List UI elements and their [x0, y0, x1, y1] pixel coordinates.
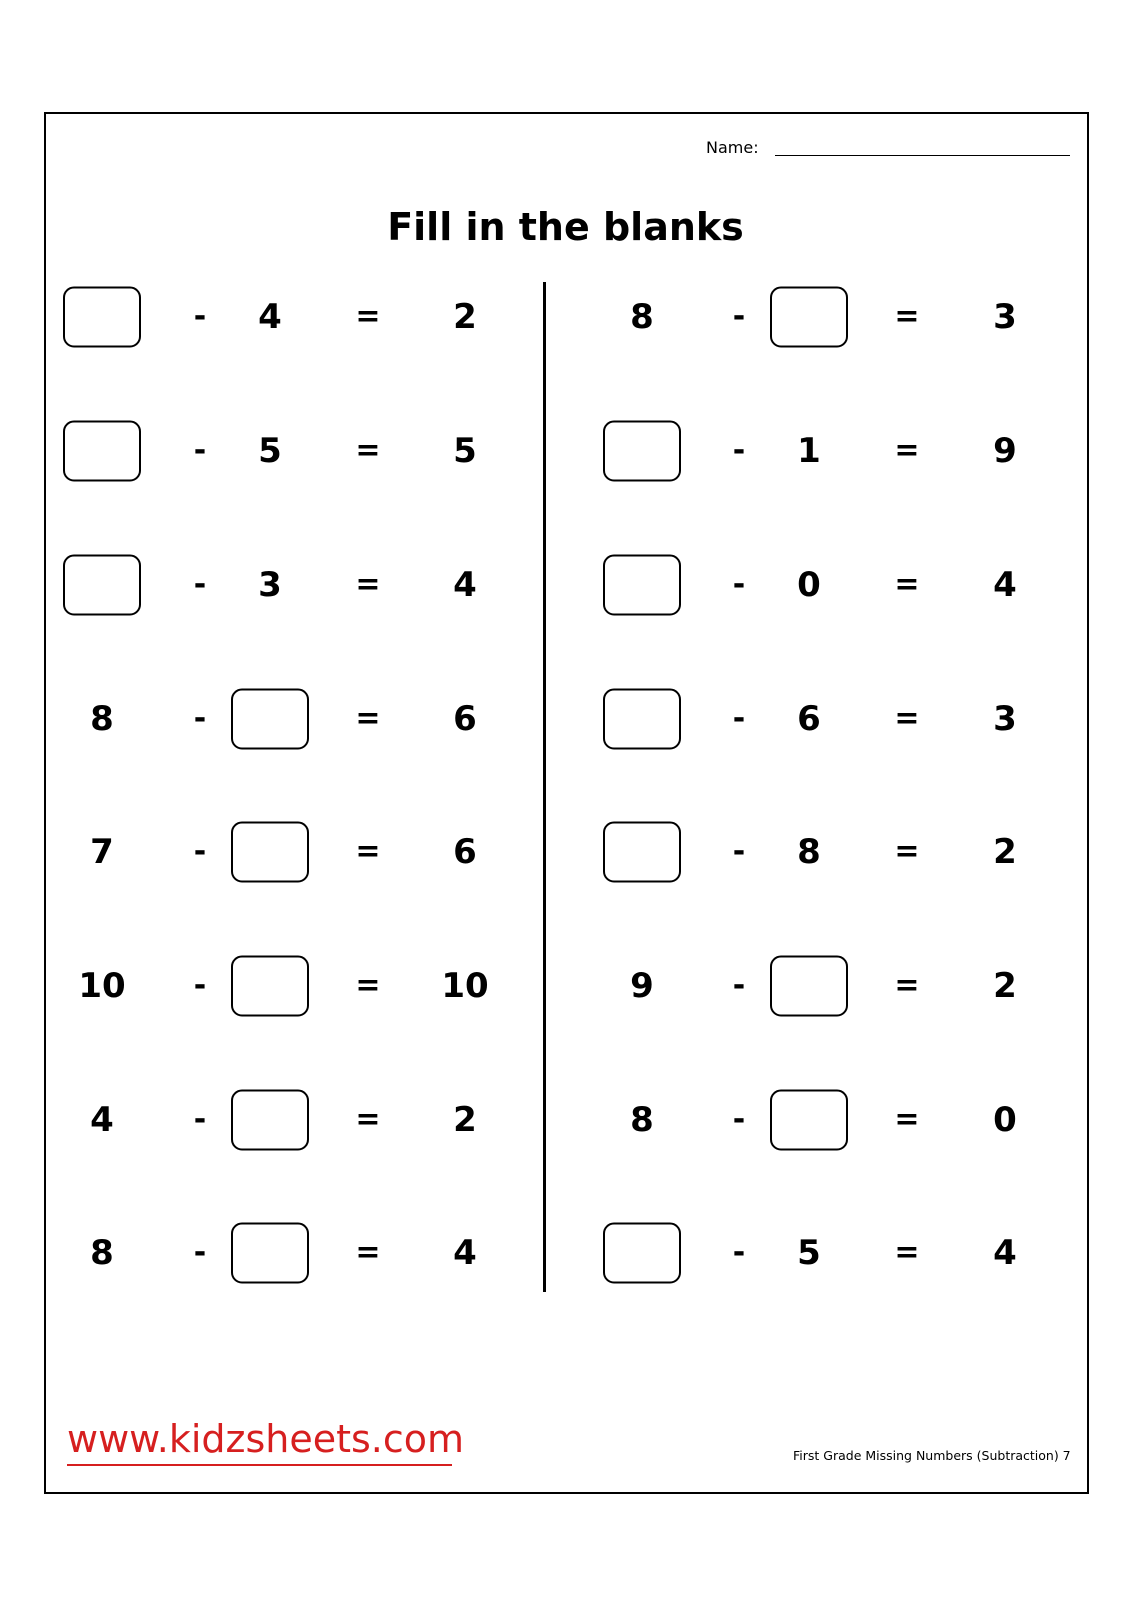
- number-result: 2: [453, 297, 477, 337]
- minus-sign: -: [193, 1235, 207, 1270]
- answer-box[interactable]: [603, 689, 681, 750]
- page-title: Fill in the blanks: [387, 205, 744, 249]
- number-result: 4: [453, 565, 477, 605]
- number-second: 0: [797, 565, 821, 605]
- number-result: 2: [453, 1100, 477, 1140]
- answer-box[interactable]: [63, 555, 141, 616]
- answer-box[interactable]: [603, 555, 681, 616]
- number-result: 2: [993, 832, 1017, 872]
- number-first: 4: [90, 1100, 114, 1140]
- answer-box[interactable]: [231, 1090, 309, 1151]
- equals-sign: =: [894, 834, 920, 869]
- number-result: 9: [993, 431, 1017, 471]
- number-second: 3: [258, 565, 282, 605]
- answer-box[interactable]: [603, 822, 681, 883]
- number-second: 8: [797, 832, 821, 872]
- number-second: 1: [797, 431, 821, 471]
- number-result: 5: [453, 431, 477, 471]
- number-result: 2: [993, 966, 1017, 1006]
- number-result: 4: [993, 565, 1017, 605]
- minus-sign: -: [732, 1235, 746, 1270]
- number-result: 3: [993, 699, 1017, 739]
- answer-box[interactable]: [603, 1223, 681, 1284]
- equals-sign: =: [894, 968, 920, 1003]
- answer-box[interactable]: [603, 421, 681, 482]
- minus-sign: -: [732, 701, 746, 736]
- column-divider: [543, 282, 546, 1292]
- minus-sign: -: [193, 433, 207, 468]
- equals-sign: =: [894, 433, 920, 468]
- minus-sign: -: [732, 1102, 746, 1137]
- number-second: 5: [258, 431, 282, 471]
- answer-box[interactable]: [770, 1090, 848, 1151]
- number-first: 8: [630, 297, 654, 337]
- minus-sign: -: [732, 968, 746, 1003]
- equals-sign: =: [355, 834, 381, 869]
- minus-sign: -: [732, 433, 746, 468]
- answer-box[interactable]: [231, 956, 309, 1017]
- number-result: 6: [453, 699, 477, 739]
- number-second: 4: [258, 297, 282, 337]
- number-second: 6: [797, 699, 821, 739]
- equals-sign: =: [894, 1235, 920, 1270]
- equals-sign: =: [355, 299, 381, 334]
- number-first: 9: [630, 966, 654, 1006]
- answer-box[interactable]: [231, 1223, 309, 1284]
- minus-sign: -: [732, 834, 746, 869]
- equals-sign: =: [894, 567, 920, 602]
- answer-box[interactable]: [231, 822, 309, 883]
- number-result: 3: [993, 297, 1017, 337]
- number-second: 5: [797, 1233, 821, 1273]
- equals-sign: =: [355, 567, 381, 602]
- minus-sign: -: [193, 567, 207, 602]
- number-result: 10: [441, 966, 489, 1006]
- equals-sign: =: [355, 701, 381, 736]
- equals-sign: =: [355, 433, 381, 468]
- number-first: 8: [90, 1233, 114, 1273]
- answer-box[interactable]: [63, 287, 141, 348]
- equals-sign: =: [894, 701, 920, 736]
- minus-sign: -: [193, 1102, 207, 1137]
- equals-sign: =: [894, 1102, 920, 1137]
- number-result: 4: [993, 1233, 1017, 1273]
- minus-sign: -: [193, 834, 207, 869]
- answer-box[interactable]: [231, 689, 309, 750]
- name-label: Name:: [706, 138, 759, 157]
- equals-sign: =: [355, 1102, 381, 1137]
- website-link[interactable]: www.kidzsheets.com: [67, 1417, 465, 1461]
- number-first: 10: [78, 966, 126, 1006]
- equals-sign: =: [894, 299, 920, 334]
- number-result: 4: [453, 1233, 477, 1273]
- answer-box[interactable]: [63, 421, 141, 482]
- name-field[interactable]: [775, 155, 1070, 156]
- website-underline: [67, 1464, 452, 1466]
- minus-sign: -: [732, 299, 746, 334]
- number-result: 6: [453, 832, 477, 872]
- minus-sign: -: [193, 968, 207, 1003]
- number-first: 8: [90, 699, 114, 739]
- number-first: 7: [90, 832, 114, 872]
- answer-box[interactable]: [770, 956, 848, 1017]
- equals-sign: =: [355, 1235, 381, 1270]
- minus-sign: -: [732, 567, 746, 602]
- equals-sign: =: [355, 968, 381, 1003]
- footer-caption: First Grade Missing Numbers (Subtraction) 7: [793, 1448, 1071, 1463]
- answer-box[interactable]: [770, 287, 848, 348]
- minus-sign: -: [193, 299, 207, 334]
- minus-sign: -: [193, 701, 207, 736]
- number-result: 0: [993, 1100, 1017, 1140]
- number-first: 8: [630, 1100, 654, 1140]
